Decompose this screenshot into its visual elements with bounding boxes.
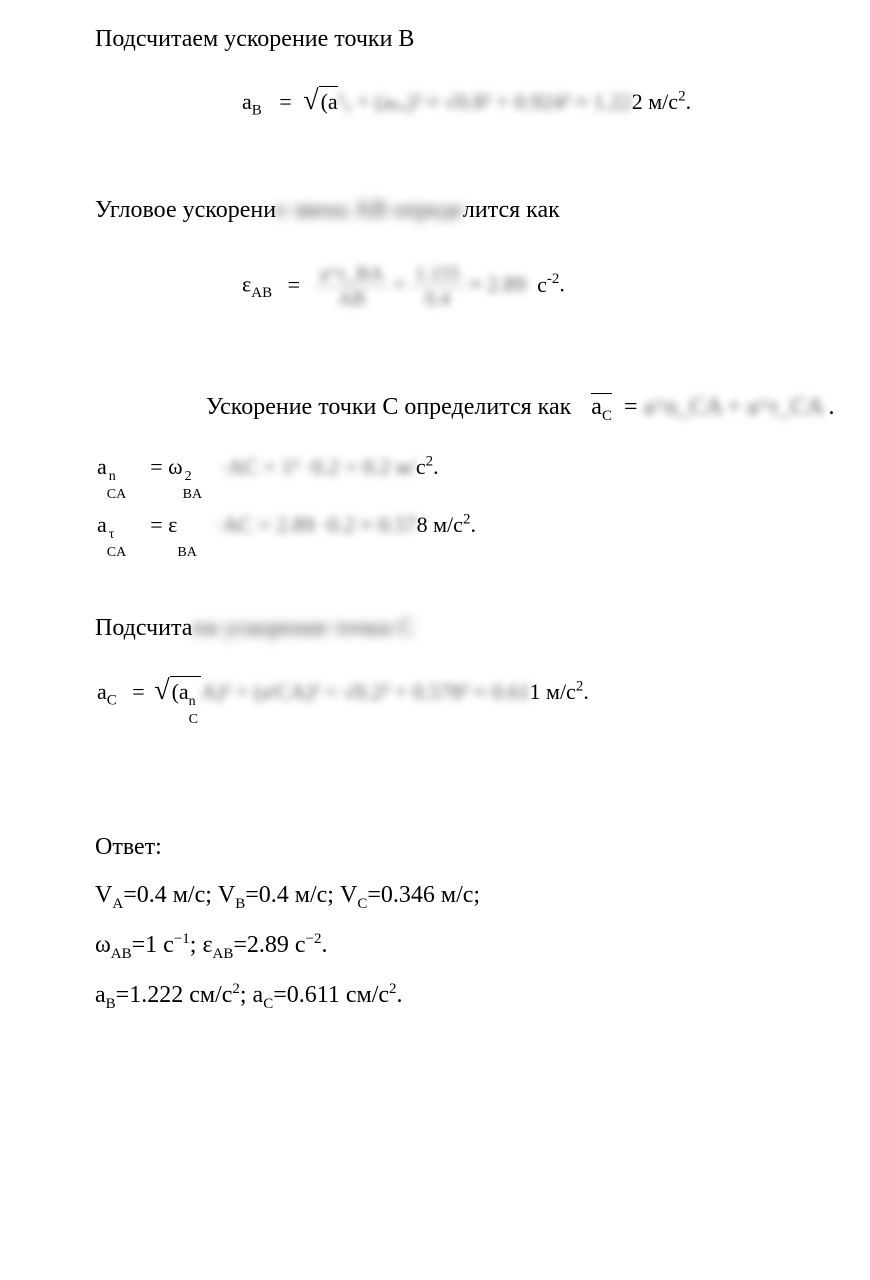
answer-label: Ответ: xyxy=(95,834,162,860)
blurred-heading: е звена АВ опреде xyxy=(276,197,463,223)
answer-velocities: $V_A=0.4$ м/с; $V_B=0.4$ м/с; $V_C=0.346$ м/с; xyxy=(95,882,481,912)
formula-a-b: $a_B$ = √(a²ᵤ + (aₙₐ)² ≈ √0.8² + 0.924² ≈ 1.222 $м/с^2$. xyxy=(242,85,692,119)
blurred-expression: ²ᵤ + (aₙₐ)² ≈ √0.8² + 0.924² ≈ 1.22 xyxy=(337,89,632,114)
heading-angular-acceleration: Угловое ускорение звена АВ определится как xyxy=(95,197,560,223)
formula-a-n-ca: a n CA = ω 2 BA ·AC = 1² ·0.2 = 0.2 $м/с^2$. xyxy=(97,453,439,502)
blurred-expression: ·AC = 1² ·0.2 = 0.2 м/ xyxy=(220,454,416,479)
blurred-vector-sum: a^n_CA + a^τ_CA xyxy=(643,394,823,420)
sqrt-icon: √ xyxy=(154,675,170,706)
symbol-a: a xyxy=(242,89,252,114)
heading-compute-c: Подсчитаем ускорение точки С xyxy=(95,615,415,641)
answer-accelerations: $a_B=1.222$ $см/с^2$; $a_C=0.611$ $см/с^2$. xyxy=(95,981,403,1012)
answer-angular: $\omega_{AB}=1$ $с^{-1}$; $\varepsilon_{AB}=2.89$ $с^{-2}$. xyxy=(95,931,328,962)
heading-acceleration-c: Ускорение точки С определится как $a_C$ = a^n_CA + a^τ_CA . xyxy=(206,394,835,424)
blurred-expression: ·AC = 2.89 ·0.2 ≈ 0.57 xyxy=(214,512,417,537)
vector-a-c: $a_C$ xyxy=(591,394,612,424)
formula-a-tau-ca: a τ CA = ε BA ·AC = 2.89 ·0.2 ≈ 0.578 $м/с^2$. xyxy=(97,511,476,560)
formula-eps-ab: $\varepsilon_{AB}$ = $\frac{a\^{}\tau\_BA}{AB}$ = $\frac{1.155}{0.4}$ ≈ 2.89 $с^{-2}$. xyxy=(242,263,565,310)
blurred-heading: ем ускорение точки С xyxy=(192,615,415,641)
sqrt-icon: √ xyxy=(303,85,319,116)
heading-acceleration-b: Подсчитаем ускорение точки В xyxy=(95,26,415,52)
blurred-expression: A)² + (aᵗCA)² = √0.2² + 0.578² ≈ 0.61 xyxy=(200,679,530,704)
formula-a-c: $a_C = √(a$ n C A)² + (aᵗCA)² = √0.2² + 0.578² ≈ 0.611 $м/с^2$. xyxy=(97,675,589,727)
blurred-fraction: $\frac{a\^{}\tau\_BA}{AB}$ = $\frac{1.155}{0.4}$ ≈ 2.89 xyxy=(316,262,526,311)
